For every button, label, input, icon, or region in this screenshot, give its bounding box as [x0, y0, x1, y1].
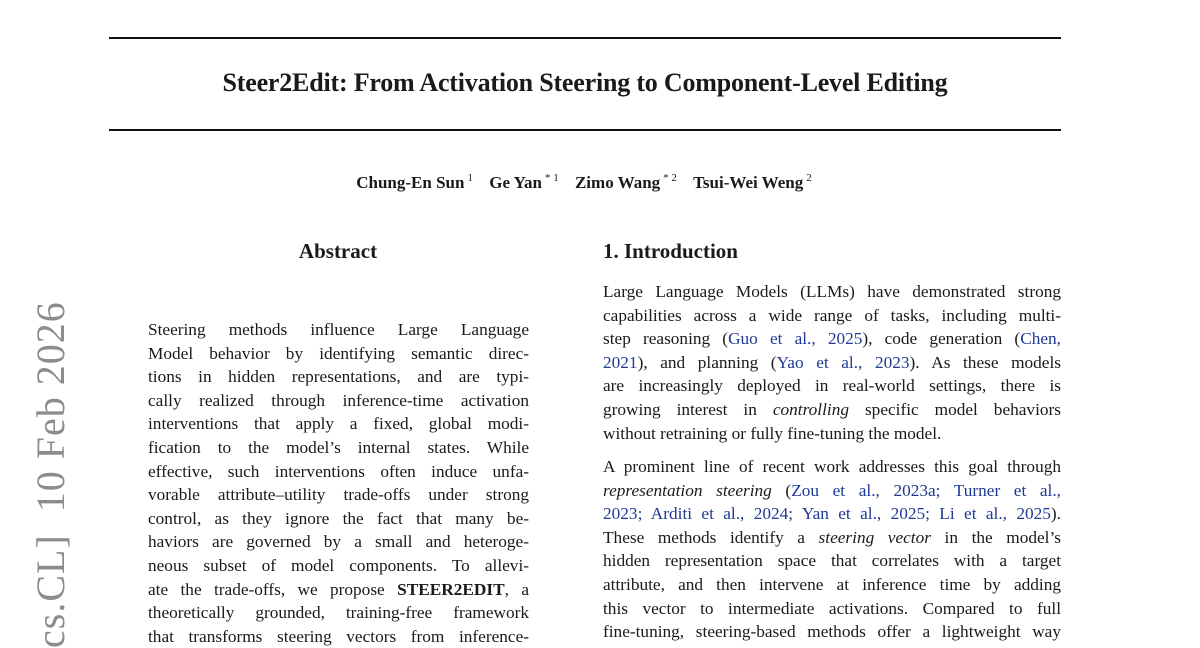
title-rule-bottom: [109, 129, 1061, 131]
paper-title: Steer2Edit: From Activation Steering to Component-Level Editing: [222, 68, 948, 97]
arxiv-category: cs.CL]: [28, 534, 73, 648]
author: Zimo Wang $^{* 2}$: [574, 172, 677, 192]
author: Chung-En Sun $^1$: [356, 172, 473, 192]
title-rule-top: [109, 37, 1061, 39]
citation-link[interactable]: Zou et al., 2023a; Turner et al.,: [791, 480, 1062, 500]
author: Ge Yan $^{* 1}$: [489, 172, 559, 192]
arxiv-date: 10 Feb 2026: [28, 301, 73, 513]
intro-paragraph-1: Large Language Models (LLMs) have demonstrated strong capabilities across a wide range of tasks, including multi- step reasoning (Guo et al., 2025), code generation (Chen, 2021), and planning (Yao et al., 2023). As these models are increasingly deployed in real-world settings, there is growing interest in controlling specific model behaviors without retraining or fully fine-tuning the model.: [603, 282, 1062, 443]
introduction-heading: 1. Introduction: [603, 239, 738, 263]
intro-paragraph-2: A prominent line of recent work addresses this goal through representation steering (Zou et al., 2023a; Turner et al., 2023; Arditi et al., 2024; Yan et al., 2025; Li et al., 2025). These methods identify a steering vector in the model’s hidden representation space that correlates with a target attribute, and then intervene at inference time by adding this vector to intermediate activations. Compared to full fine-tuning, steering-based methods offer a lightweight way: [603, 457, 1062, 642]
method-name: STEER2EDIT: [397, 579, 505, 599]
citation-link[interactable]: 2021: [603, 352, 638, 372]
author-list: [0, 172, 1168, 193]
author: Tsui-Wei Weng $^2$: [693, 172, 812, 192]
citation-link[interactable]: Chen,: [1020, 329, 1062, 349]
abstract-heading: Abstract: [298, 239, 378, 263]
citation-link[interactable]: 2023; Arditi et al., 2024; Yan et al., 2025; Li et al., 2025: [603, 504, 1051, 524]
abstract-body: Steering methods influence Large Language Model behavior by identifying semantic direc- tions in hidden representations, and are typi- cally realized through inference-time activation interventions that apply a fixed, global modi- fication to the model’s internal states. While effective, such interventions often induce unfa- vorable attribute–utility trade-offs under strong control, as they ignore the fact that many be- haviors are governed by a small and heteroge- neous subset of model components. To allevi- ate the trade-offs, we propose STEER2EDIT, a theoretically grounded, training-free framework that transforms steering vectors from inference-: [148, 320, 530, 646]
citation-link[interactable]: Guo et al., 2025: [728, 329, 863, 349]
arxiv-side-stamp: [27, 301, 74, 648]
citation-link[interactable]: Yao et al., 2023: [776, 352, 910, 372]
